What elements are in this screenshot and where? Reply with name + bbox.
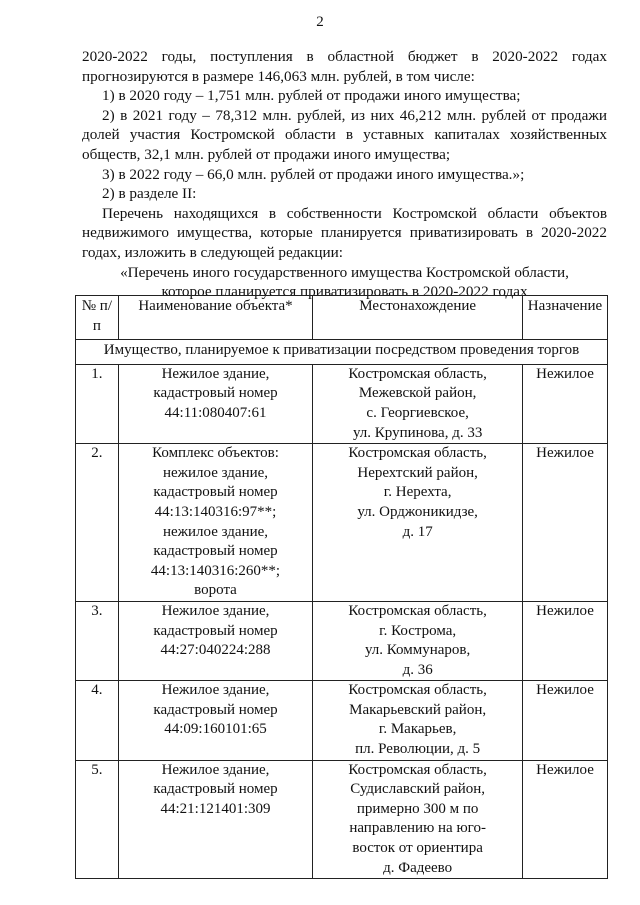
object-name-line: 44:27:040224:288 — [160, 642, 271, 659]
location-line: д. 36 — [402, 661, 433, 678]
location-line: с. Георгиевское, — [366, 404, 469, 421]
row-number: 5. — [76, 760, 119, 879]
paragraph: 2) в 2021 году – 78,312 млн. рублей, из них 46,212 млн. рублей от продажи долей участия Костромской области в уставных капиталах хозяйственных обществ, 32,1 млн. рублей от продажи иного имущества; — [82, 106, 607, 163]
section-row — [76, 340, 608, 365]
object-name-line: кадастровый номер — [153, 781, 278, 798]
location-cell — [313, 681, 523, 760]
object-name-cell — [118, 681, 312, 760]
table-title-line-1: «Перечень иного государственного имущества Костромской области, — [120, 263, 569, 281]
object-name-line: Нежилое здание, — [161, 365, 270, 382]
location-line: д. 17 — [402, 523, 433, 540]
table-header-row — [76, 296, 608, 340]
table-title-line-2: которое планируется приватизировать в 2020-2022 годах — [161, 283, 528, 301]
location-line: Судиславский район, — [350, 781, 486, 798]
paragraph: 3) в 2022 году – 66,0 млн. рублей от продажи иного имущества.»; — [102, 165, 525, 183]
location-line: Макарьевский район, — [349, 701, 487, 718]
object-name-line: кадастровый номер — [153, 385, 278, 402]
location-line: г. Кострома, — [379, 622, 457, 639]
location-line: Костромская область, — [348, 682, 487, 699]
object-name-line: 44:21:121401:309 — [160, 800, 271, 817]
table-row — [76, 681, 608, 760]
paragraph: прогнозируются в размере 146,063 млн. рублей, в том числе: — [82, 67, 475, 85]
property-table — [75, 295, 608, 879]
object-name-line: Нежилое здание, — [161, 761, 270, 778]
location-line: Костромская область, — [348, 761, 487, 778]
table-row — [76, 364, 608, 443]
object-name-line: кадастровый номер — [153, 484, 278, 501]
location-line: Костромская область, — [348, 602, 487, 619]
object-name-line: 44:09:160101:65 — [164, 721, 267, 738]
object-name-line: Нежилое здание, — [161, 682, 270, 699]
table-row — [76, 601, 608, 680]
section-title: Имущество, планируемое к приватизации посредством проведения торгов — [76, 340, 608, 365]
row-number: 2. — [76, 444, 119, 602]
paragraph: 1) в 2020 году – 1,751 млн. рублей от продажи иного имущества; — [102, 87, 521, 105]
location-line: пл. Революции, д. 5 — [355, 741, 481, 758]
body-text — [82, 47, 607, 302]
header-number: № п/п — [76, 296, 119, 340]
purpose-cell: Нежилое — [523, 601, 608, 680]
purpose-cell: Нежилое — [523, 444, 608, 602]
location-line: Костромская область, — [348, 445, 487, 462]
object-name-line: 44:11:080407:61 — [164, 404, 267, 421]
location-cell — [313, 760, 523, 879]
object-name-cell — [118, 760, 312, 879]
row-number: 4. — [76, 681, 119, 760]
object-name-cell — [118, 601, 312, 680]
header-object-name: Наименование объекта* — [118, 296, 312, 340]
location-cell — [313, 364, 523, 443]
table-row — [76, 760, 608, 879]
location-line: направлению на юго- — [349, 820, 486, 837]
object-name-cell — [118, 364, 312, 443]
location-line: г. Нерехта, — [383, 484, 452, 501]
location-cell — [313, 444, 523, 602]
paragraph: 2) в разделе II: — [102, 185, 197, 203]
object-name-cell — [118, 444, 312, 602]
paragraph: 2020-2022 годы, поступления в областной бюджет в 2020-2022 годах — [82, 48, 607, 65]
object-name-line: Нежилое здание, — [161, 602, 270, 619]
object-name-line: кадастровый номер — [153, 622, 278, 639]
object-name-line: ворота — [194, 582, 237, 599]
object-name-line: кадастровый номер — [153, 701, 278, 718]
row-number: 3. — [76, 601, 119, 680]
object-name-line: нежилое здание, — [162, 464, 269, 481]
location-line: Нерехтский район, — [357, 464, 478, 481]
location-line: ул. Коммунаров, — [364, 642, 471, 659]
object-name-line: 44:13:140316:97**; — [154, 503, 277, 520]
location-line: ул. Орджоникидзе, — [357, 503, 478, 520]
location-line: примерно 300 м по — [356, 800, 479, 817]
object-name-line: нежилое здание, — [162, 523, 269, 540]
object-name-line: 44:13:140316:260**; — [150, 562, 281, 579]
location-line: д. Фадеево — [383, 859, 453, 876]
header-location: Местонахождение — [313, 296, 523, 340]
purpose-cell: Нежилое — [523, 364, 608, 443]
location-line: г. Макарьев, — [378, 721, 457, 738]
location-line: Межевской район, — [358, 385, 477, 402]
paragraph: Перечень находящихся в собственности Костромской области объектов недвижимого имущества, которые планируется приватизировать в 2020-2022 годах, изложить в следующей редакции: — [82, 204, 607, 261]
object-name-line: кадастровый номер — [153, 543, 278, 560]
row-number: 1. — [76, 364, 119, 443]
purpose-cell: Нежилое — [523, 760, 608, 879]
header-purpose: Назначение — [523, 296, 608, 340]
location-cell — [313, 601, 523, 680]
location-line: восток от ориентира — [352, 840, 483, 857]
location-line: ул. Крупинова, д. 33 — [352, 424, 483, 441]
location-line: Костромская область, — [348, 365, 487, 382]
object-name-line: Комплекс объектов: — [152, 445, 279, 462]
page-number: 2 — [316, 14, 324, 30]
purpose-cell: Нежилое — [523, 681, 608, 760]
table-row — [76, 444, 608, 602]
